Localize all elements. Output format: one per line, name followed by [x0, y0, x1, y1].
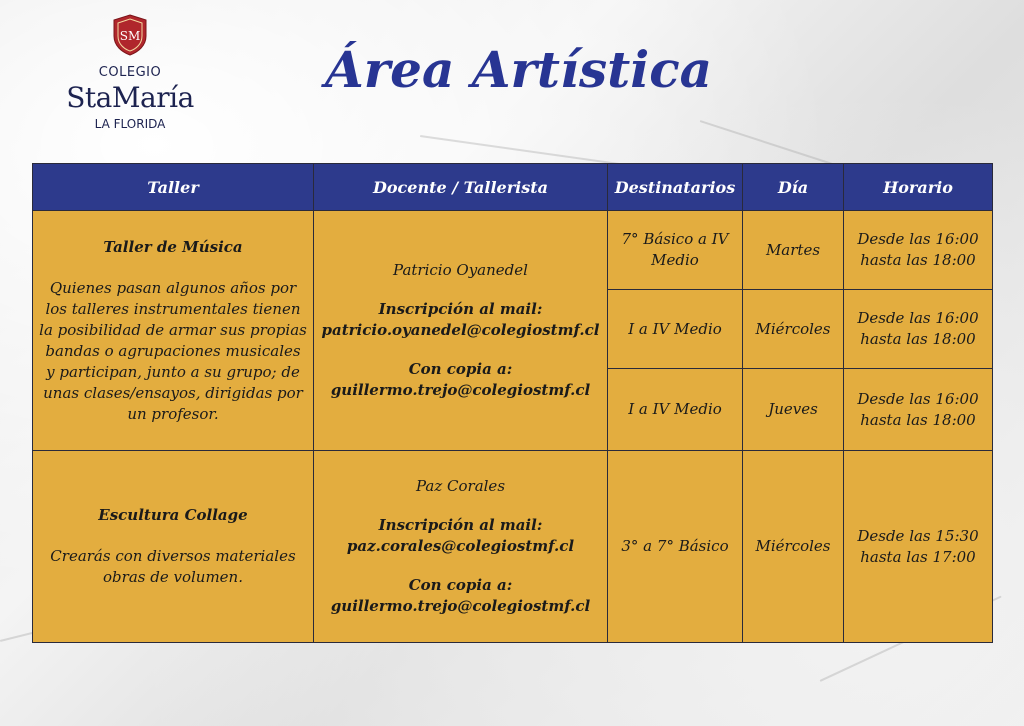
workshop-cell: [33, 211, 314, 451]
day-cell: Jueves: [743, 369, 844, 451]
time-start: Desde las 16:00: [857, 230, 979, 248]
table-row: [33, 211, 993, 290]
table-header-row: [33, 164, 993, 211]
header-horario: Horario: [844, 164, 993, 211]
logo-colegio-text: COLEGIO: [98, 65, 162, 80]
workshop-schedule-table: [32, 163, 993, 643]
teacher-name: Paz Corales: [415, 477, 506, 495]
cc-label: Con copia a:: [408, 360, 513, 378]
time-start: Desde las 16:00: [857, 309, 979, 327]
time-end: hasta las 18:00: [860, 251, 976, 269]
header-dia: Día: [743, 164, 844, 211]
workshop-name: Escultura Collage: [98, 506, 248, 524]
time-cell: [844, 290, 993, 369]
audience-cell: I a IV Medio: [608, 290, 743, 369]
table-row: [33, 451, 993, 643]
signup-email-link[interactable]: paz.corales@colegiostmf.cl: [346, 537, 575, 555]
time-cell: [844, 369, 993, 451]
audience-cell: I a IV Medio: [608, 369, 743, 451]
time-start: Desde las 15:30: [857, 526, 979, 545]
time-end: hasta las 18:00: [860, 330, 976, 348]
teacher-cell: [314, 211, 608, 451]
time-end: hasta las 17:00: [860, 547, 976, 566]
time-cell: [844, 451, 993, 643]
cc-email-link[interactable]: guillermo.trejo@colegiostmf.cl: [330, 381, 591, 399]
workshop-name: Taller de Música: [103, 237, 243, 256]
time-end: hasta las 18:00: [860, 410, 976, 429]
teacher-cell: [314, 451, 608, 643]
audience-cell: 7° Básico a IV Medio: [608, 211, 743, 290]
mail-label: Inscripción al mail:: [378, 516, 543, 534]
crest-letters: SM: [119, 29, 141, 43]
school-crest-icon: [113, 14, 147, 56]
school-logo: [40, 10, 220, 130]
signup-email-link[interactable]: patricio.oyanedel@colegiostmf.cl: [321, 321, 600, 339]
workshop-description: Crearás con diversos materiales obras de volumen.: [50, 547, 296, 586]
audience-cell: 3° a 7° Básico: [608, 451, 743, 643]
teacher-name: Patricio Oyanedel: [393, 261, 528, 279]
cc-email-link[interactable]: guillermo.trejo@colegiostmf.cl: [330, 597, 591, 615]
day-cell: Martes: [743, 211, 844, 290]
day-cell: Miércoles: [743, 290, 844, 369]
mail-label: Inscripción al mail:: [378, 300, 543, 318]
cc-label: Con copia a:: [408, 576, 513, 594]
workshop-cell: [33, 451, 314, 643]
header-taller: Taller: [33, 164, 314, 211]
page-title: Área Artística: [325, 40, 713, 99]
logo-school-name: StaMaría: [66, 81, 194, 114]
header-destinatarios: Destinatarios: [608, 164, 743, 211]
header-docente: Docente / Tallerista: [314, 164, 608, 211]
day-cell: Miércoles: [743, 451, 844, 643]
workshop-description: Quienes pasan algunos años por los talleres instrumentales tienen la posibilidad de armar sus propias bandas o agrupaciones musicales y participan, junto a su grupo; de unas clases/ensayos, dirigidas por un profesor.: [39, 278, 307, 423]
time-start: Desde las 16:00: [857, 389, 979, 408]
time-cell: [844, 211, 993, 290]
logo-location: LA FLORIDA: [94, 117, 166, 131]
